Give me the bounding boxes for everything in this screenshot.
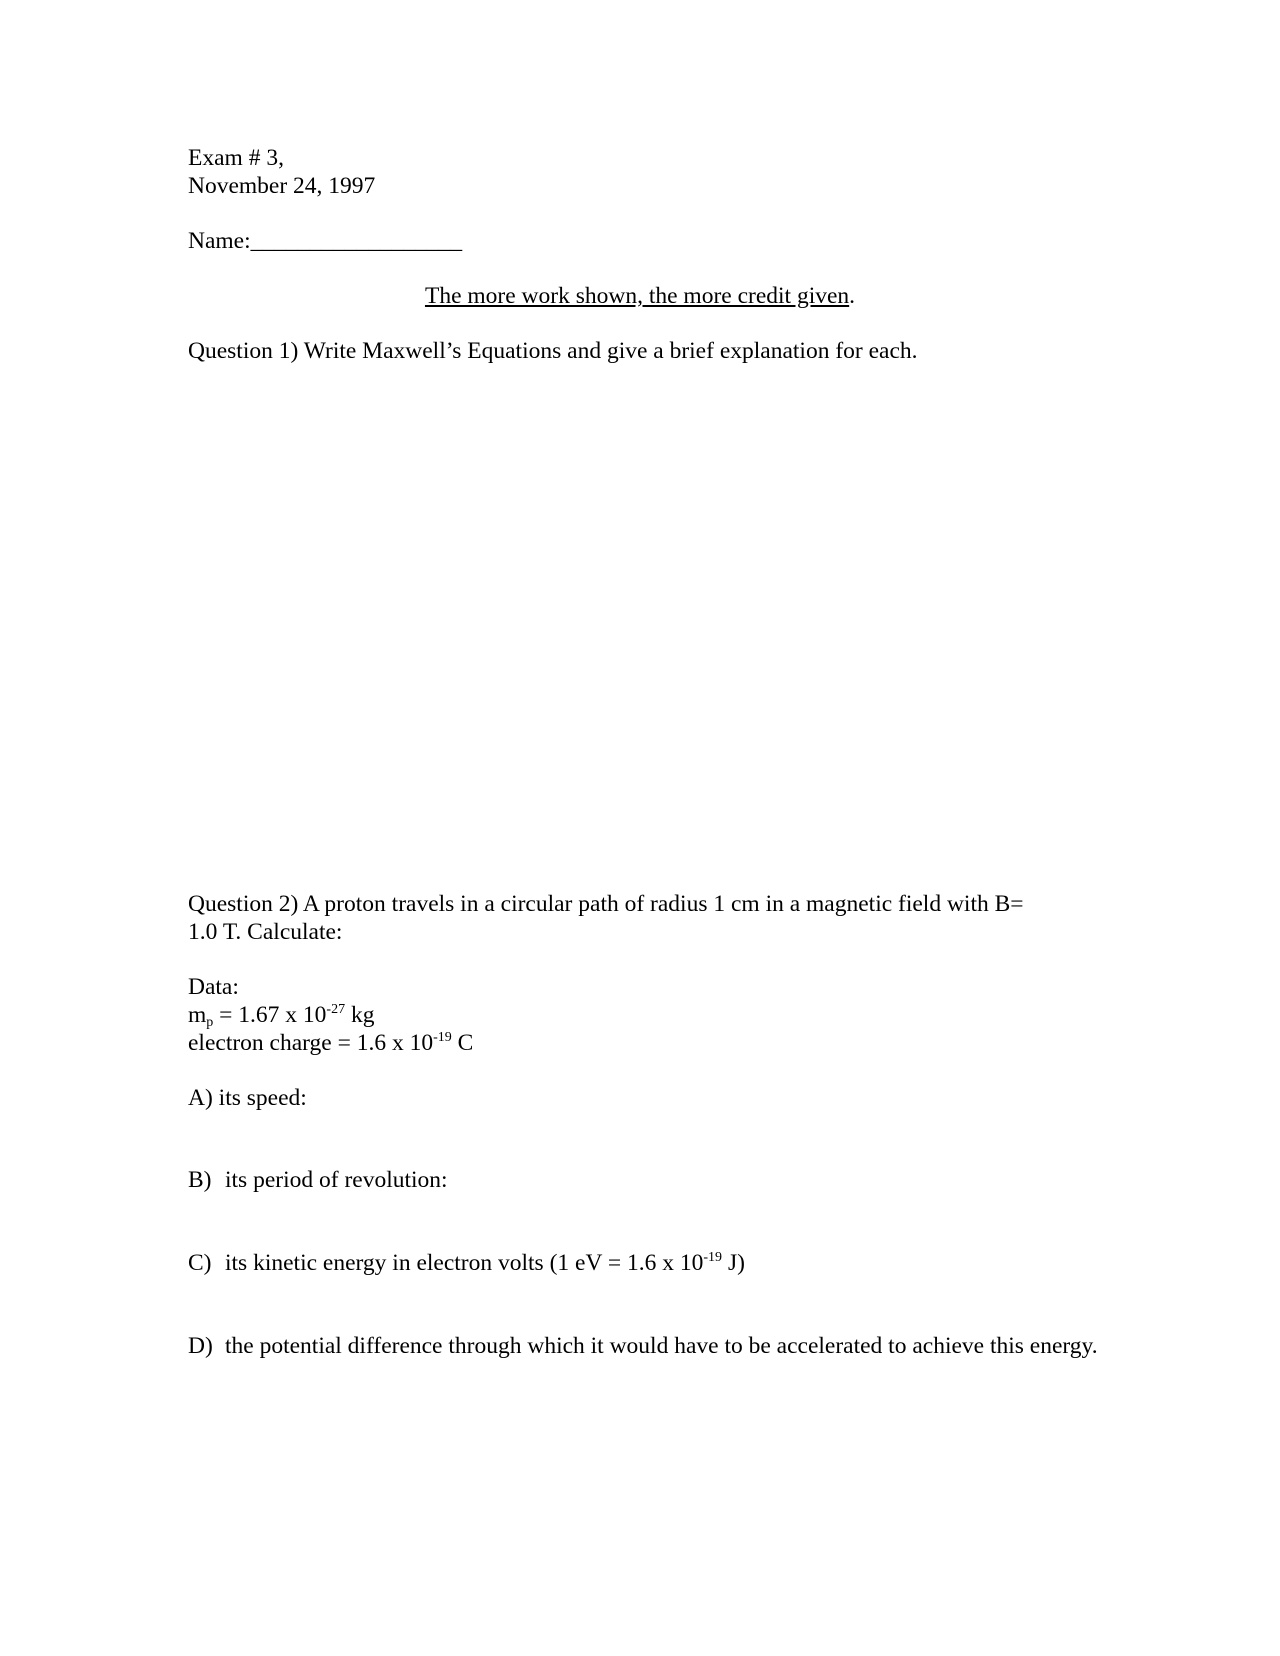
instruction (0, 282, 1280, 311)
part-c-suffix: J) (722, 1250, 745, 1276)
part-d (188, 1332, 1125, 1361)
name-line (188, 227, 462, 256)
question-1: Question 1) Write Maxwell’s Equations and give a brief explanation for each. (188, 338, 918, 364)
mass-unit: kg (345, 1002, 375, 1028)
question-2-line-2: 1.0 T. Calculate: (188, 919, 343, 945)
part-d-label: D) (188, 1333, 213, 1359)
instruction-text: The more work shown, the more credit given (424, 283, 850, 309)
part-a (188, 1084, 307, 1113)
mass-symbol: m (188, 1002, 207, 1028)
part-c-exponent: -19 (703, 1250, 723, 1265)
part-a-text: its speed: (218, 1085, 307, 1111)
question-2-line-1: Question 2) A proton travels in a circular path of radius 1 cm in a magnetic field with B= (188, 891, 1024, 917)
electron-charge (188, 1029, 473, 1058)
proton-mass (188, 1001, 374, 1030)
part-b-label: B) (188, 1167, 212, 1193)
mass-exponent: -27 (326, 1002, 346, 1017)
part-d-text: the potential difference through which it would have to be accelerated to achieve this energy. (225, 1333, 1098, 1359)
part-c (188, 1249, 745, 1278)
charge-exponent: -19 (433, 1030, 452, 1045)
exam-date: November 24, 1997 (188, 173, 376, 199)
exam-title: Exam # 3, (188, 145, 284, 171)
part-a-label: A) (188, 1085, 213, 1111)
mass-subscript: p (206, 1015, 214, 1030)
charge-value: electron charge = 1.6 x 10 (188, 1030, 434, 1056)
instruction-period: . (849, 283, 856, 309)
name-blank: __________________ (250, 228, 463, 254)
data-label: Data: (188, 974, 239, 1000)
part-b-text: its period of revolution: (225, 1167, 448, 1193)
part-b (188, 1166, 448, 1195)
name-label: Name: (188, 228, 251, 254)
charge-unit: C (451, 1030, 474, 1056)
part-c-label: C) (188, 1250, 212, 1276)
mass-value: = 1.67 x 10 (213, 1002, 327, 1028)
part-c-text: its kinetic energy in electron volts (1 eV = 1.6 x 10 (225, 1250, 704, 1276)
